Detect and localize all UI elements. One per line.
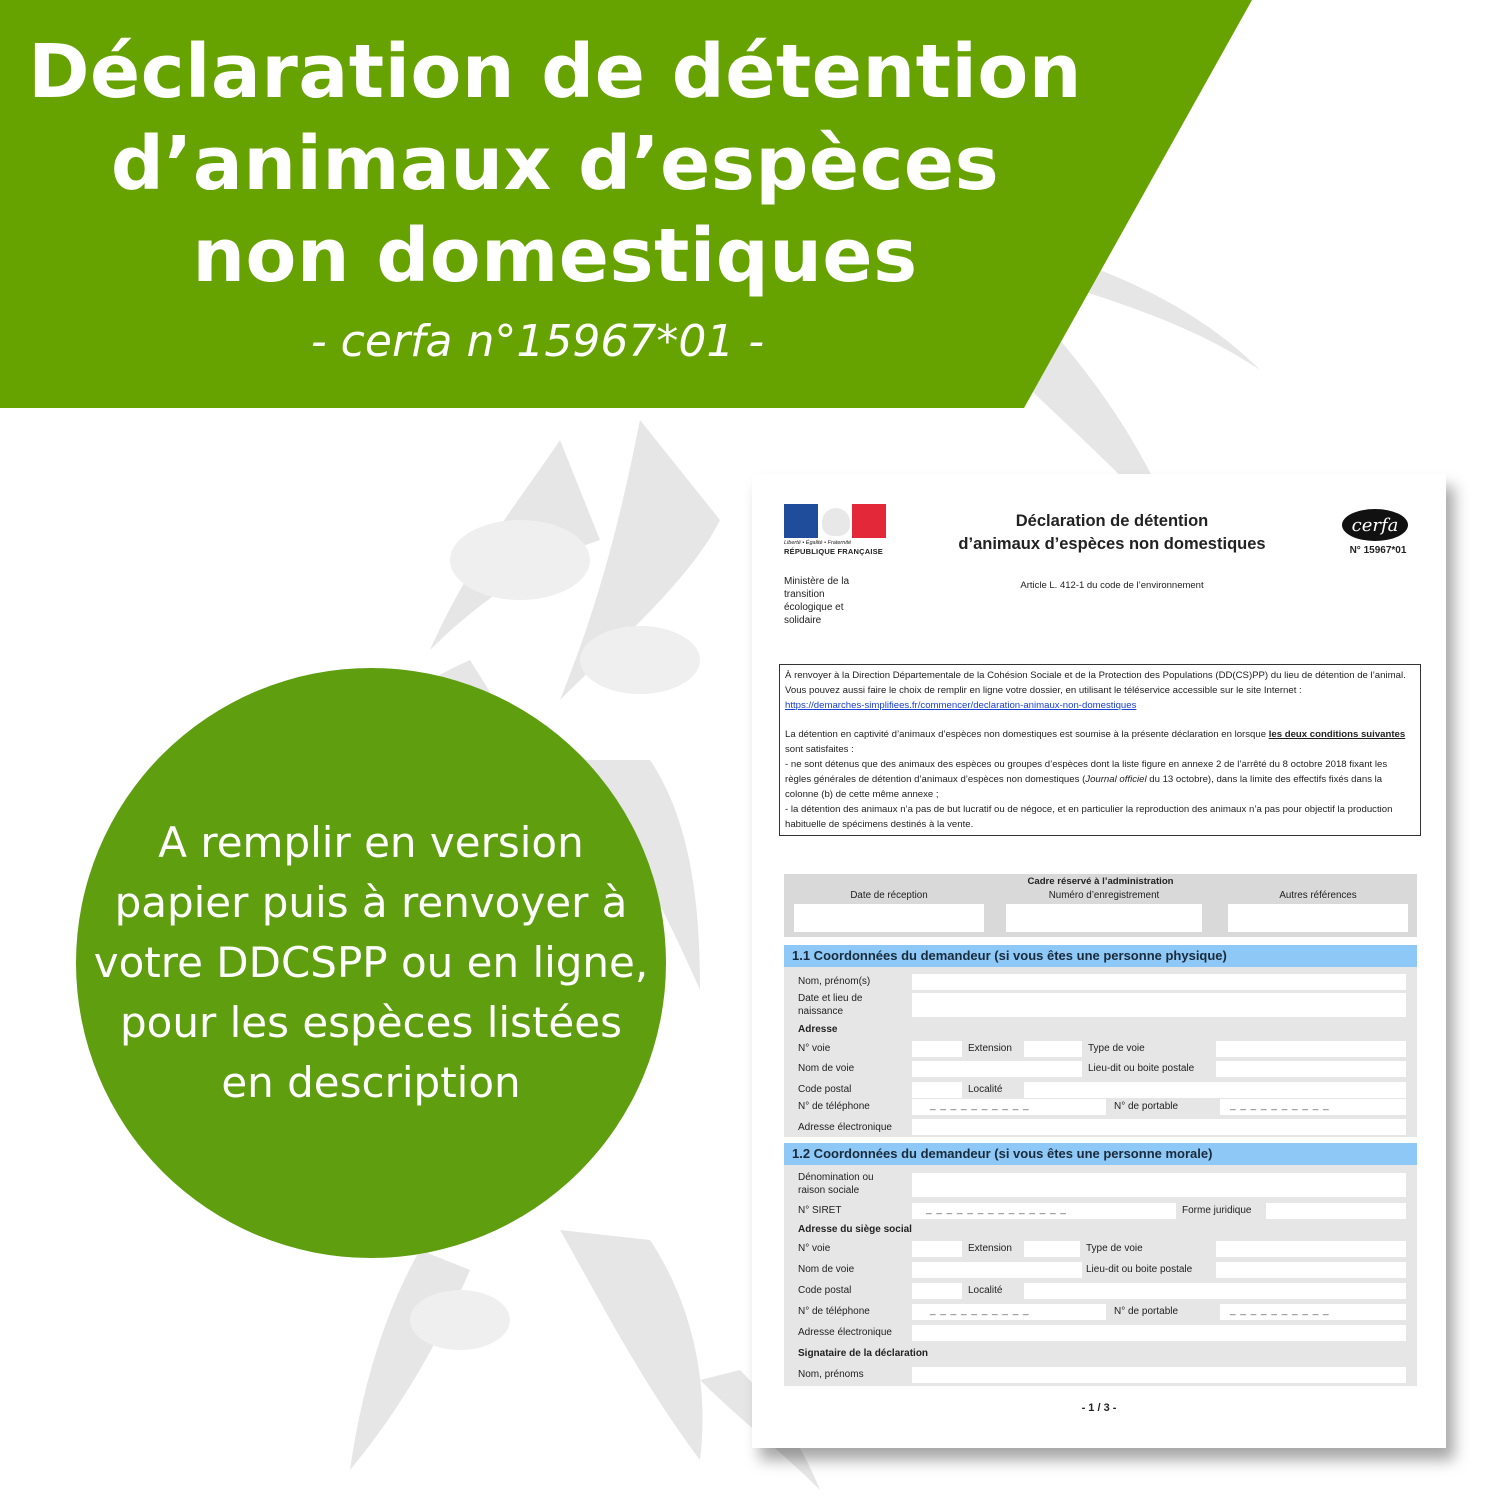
- postal-code-field[interactable]: [912, 1082, 962, 1098]
- legal-form-field[interactable]: [1266, 1203, 1406, 1219]
- admin-title: Cadre réservé à l’administration: [1027, 876, 1174, 887]
- notice-condition-1: - ne sont détenus que des animaux des espèces ou groupes d’espèces dont la liste figure en annexe 2 de l’arrêté du 8 octobre 2018 fixant les règles générales de détention d’animaux d’espèces non domestiques (Journal officiel du 13 octobre), dans la limite des effectifs fixés dans la colonne (b) de cette même annexe ;: [785, 759, 1388, 800]
- document-title-line: d’animaux d’espèces non domestiques: [958, 535, 1266, 553]
- street-number-label: N° voie: [798, 1243, 831, 1254]
- cerfa-number: N° 15967*01: [1349, 545, 1407, 556]
- city-field[interactable]: [1024, 1082, 1406, 1098]
- section-title: 1.2 Coordonnées du demandeur (si vous êtes une personne morale): [784, 1143, 1417, 1165]
- headquarters-heading: Adresse du siège social: [798, 1224, 912, 1235]
- page-number: - 1 / 3 -: [1081, 1402, 1117, 1414]
- street-name-field[interactable]: [912, 1061, 1082, 1077]
- locality-field[interactable]: [1216, 1061, 1406, 1077]
- notice-conditions-intro: La détention en captivité d’animaux d’espèces non domestiques est soumise à la présente déclaration en lorsque les deux conditions suivantes sont satisfaites :: [785, 729, 1406, 755]
- company-name-label: Dénomination ou raison sociale: [798, 1172, 874, 1196]
- marianne-flag-icon: [784, 504, 886, 538]
- street-type-field[interactable]: [1216, 1041, 1406, 1057]
- cerfa-logo: cerfa: [1342, 509, 1408, 541]
- mobile-label: N° de portable: [1114, 1101, 1179, 1112]
- name-label: Nom, prénom(s): [798, 976, 871, 987]
- street-type-field[interactable]: [1216, 1241, 1406, 1257]
- street-name-label: Nom de voie: [798, 1264, 855, 1275]
- locality-field[interactable]: [1216, 1262, 1406, 1278]
- info-circle: [76, 668, 666, 1258]
- extension-field[interactable]: [1024, 1041, 1082, 1057]
- other-references-field[interactable]: [1228, 904, 1408, 932]
- siret-mask: _ _ _ _ _ _ _ _ _ _ _ _ _ _: [926, 1204, 1067, 1215]
- notice-paragraph: À renvoyer à la Direction Départementale de la Cohésion Sociale et de la Protection des Populations (DD(CS)PP) du lieu de détention de l’animal.: [785, 670, 1406, 681]
- postal-code-label: Code postal: [798, 1084, 852, 1095]
- email-label: Adresse électronique: [798, 1122, 892, 1133]
- section-title: 1.1 Coordonnées du demandeur (si vous êtes une personne physique): [784, 945, 1417, 967]
- street-type-label: Type de voie: [1086, 1243, 1143, 1254]
- city-label: Localité: [968, 1285, 1003, 1296]
- admin-reserved-box: [784, 874, 1417, 937]
- logo-motto: Liberté • Égalité • Fraternité: [784, 540, 852, 546]
- address-heading: Adresse: [798, 1024, 838, 1035]
- mobile-mask: _ _ _ _ _ _ _ _ _ _: [1230, 1305, 1330, 1316]
- republique-francaise-logo: [784, 504, 886, 556]
- signatory-name-field[interactable]: [912, 1367, 1406, 1383]
- mobile-mask: _ _ _ _ _ _ _ _ _ _: [1230, 1100, 1330, 1111]
- street-type-label: Type de voie: [1088, 1043, 1145, 1054]
- extension-label: Extension: [968, 1043, 1012, 1054]
- street-number-label: N° voie: [798, 1043, 831, 1054]
- birth-field[interactable]: [912, 993, 1406, 1017]
- street-name-field[interactable]: [912, 1262, 1082, 1278]
- section-legal-person: [784, 1143, 1417, 1386]
- notice-box: [779, 664, 1421, 836]
- reception-date-label: Date de réception: [850, 890, 928, 901]
- registration-number-label: Numéro d’enregistrement: [1048, 890, 1160, 901]
- banner-title: [0, 26, 1110, 302]
- mobile-label: N° de portable: [1114, 1306, 1179, 1317]
- banner-subtitle: - cerfa n°15967*01 -: [310, 316, 765, 367]
- signatory-heading: Signataire de la déclaration: [798, 1348, 929, 1359]
- siret-label: N° SIRET: [798, 1205, 842, 1216]
- email-label: Adresse électronique: [798, 1327, 892, 1338]
- phone-mask: _ _ _ _ _ _ _ _ _ _: [930, 1100, 1030, 1111]
- street-number-field[interactable]: [912, 1241, 962, 1257]
- banner-title-line: d’animaux d’espèces: [110, 121, 1000, 207]
- birth-label: Date et lieu de naissance: [798, 993, 863, 1017]
- locality-label: Lieu-dit ou boite postale: [1088, 1063, 1195, 1074]
- document-title: [912, 510, 1312, 556]
- banner-title-line: Déclaration de détention: [28, 29, 1082, 115]
- city-label: Localité: [968, 1084, 1003, 1095]
- logo-republic: RÉPUBLIQUE FRANÇAISE: [784, 547, 884, 556]
- form-document-preview: [752, 474, 1446, 1448]
- reception-date-field[interactable]: [794, 904, 984, 932]
- phone-label: N° de téléphone: [798, 1101, 870, 1112]
- online-service-link[interactable]: https://demarches-simplifiees.fr/commencer/declaration-animaux-non-domestiques: [785, 700, 1137, 711]
- info-circle-line: papier puis à renvoyer à: [114, 878, 628, 927]
- email-field[interactable]: [912, 1119, 1406, 1135]
- postal-code-label: Code postal: [798, 1285, 852, 1296]
- street-name-label: Nom de voie: [798, 1063, 855, 1074]
- ministry-name: Ministère de la transition écologique et solidaire: [784, 576, 850, 626]
- phone-mask: _ _ _ _ _ _ _ _ _ _: [930, 1305, 1030, 1316]
- info-circle-line: en description: [221, 1058, 521, 1107]
- email-field[interactable]: [912, 1325, 1406, 1341]
- notice-condition-2: - la détention des animaux n’a pas de but lucratif ou de négoce, et en particulier la reproduction des animaux n’a pas pour objectif la production habituelle de spécimens destinés à la vente.: [785, 804, 1393, 830]
- legal-form-label: Forme juridique: [1182, 1205, 1252, 1216]
- signatory-name-label: Nom, prénoms: [798, 1369, 864, 1380]
- postal-code-field[interactable]: [912, 1283, 962, 1299]
- info-circle-line: A remplir en version: [158, 818, 584, 867]
- banner-title-line: non domestiques: [192, 213, 918, 299]
- locality-label: Lieu-dit ou boite postale: [1086, 1264, 1193, 1275]
- notice-paragraph: Vous pouvez aussi faire le choix de remplir en ligne votre dossier, en utilisant le téléservice accessible sur le site Internet :: [785, 685, 1302, 696]
- extension-label: Extension: [968, 1243, 1012, 1254]
- extension-field[interactable]: [1024, 1241, 1080, 1257]
- document-title-line: Déclaration de détention: [1015, 512, 1209, 530]
- legal-article: Article L. 412-1 du code de l’environnement: [1020, 580, 1204, 591]
- city-field[interactable]: [1024, 1283, 1406, 1299]
- name-field[interactable]: [912, 974, 1406, 990]
- registration-number-field[interactable]: [1006, 904, 1202, 932]
- other-references-label: Autres références: [1279, 890, 1357, 901]
- section-natural-person: [784, 945, 1417, 1137]
- street-number-field[interactable]: [912, 1041, 962, 1057]
- info-circle-text: [91, 813, 651, 1113]
- info-circle-line: pour les espèces listées: [120, 998, 622, 1047]
- company-name-field[interactable]: [912, 1173, 1406, 1197]
- info-circle-line: votre DDCSPP ou en ligne,: [93, 938, 649, 987]
- phone-label: N° de téléphone: [798, 1306, 870, 1317]
